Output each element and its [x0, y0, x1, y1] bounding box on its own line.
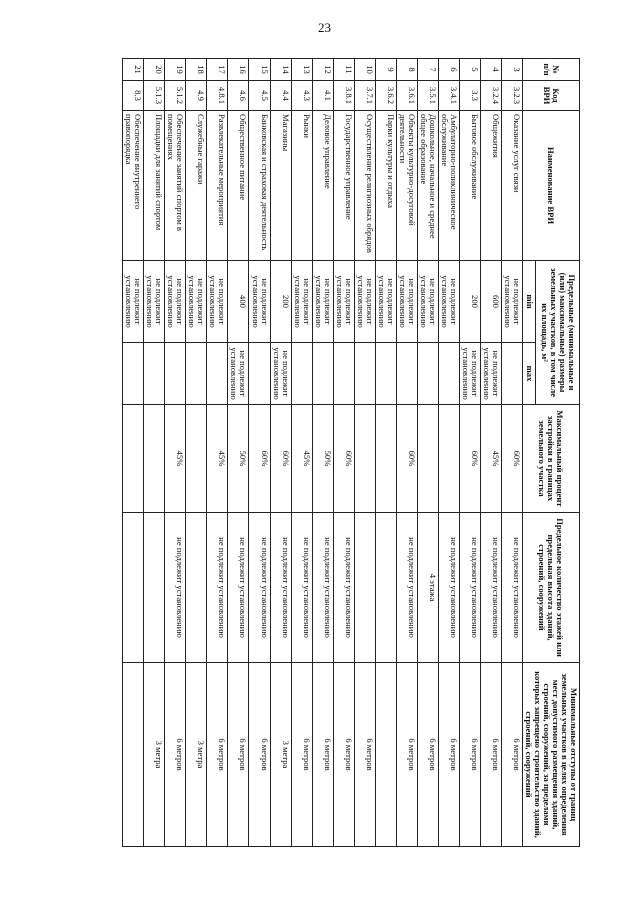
row-floors: не подлежит установлению	[249, 513, 270, 663]
row-floors: не подлежит установлению	[459, 513, 480, 663]
row-max: не подлежит установлению	[228, 343, 249, 405]
row-percent	[417, 405, 438, 513]
row-number: 14	[270, 59, 291, 81]
row-code: 4.4	[270, 81, 291, 111]
row-min: не подлежит установлению	[501, 261, 522, 343]
row-code: 4.6	[228, 81, 249, 111]
row-number: 13	[291, 59, 312, 81]
row-number: 8	[396, 59, 417, 81]
row-floors: 4 этажа	[417, 513, 438, 663]
row-code: 3.6.1	[396, 81, 417, 111]
row-min: 200	[270, 261, 291, 343]
row-number: 3	[501, 59, 522, 81]
row-max	[123, 343, 144, 405]
table-row	[333, 59, 354, 847]
row-name: Развлекательные мероприятия	[207, 111, 228, 261]
row-percent: 45%	[207, 405, 228, 513]
row-setback: 3 метра	[186, 663, 207, 847]
row-name: Парки культуры и отдыха	[375, 111, 396, 261]
row-percent: 60%	[459, 405, 480, 513]
row-percent: 45%	[165, 405, 186, 513]
table-row	[438, 59, 459, 847]
row-setback: 6 метров	[291, 663, 312, 847]
row-code: 3.4.1	[438, 81, 459, 111]
row-floors: не подлежит установлению	[480, 513, 501, 663]
row-number: 7	[417, 59, 438, 81]
row-min: не подлежит установлению	[291, 261, 312, 343]
row-code: 5.1.3	[144, 81, 165, 111]
table-body	[123, 59, 523, 847]
row-name: Площадки для занятий спортом	[144, 111, 165, 261]
table-row	[291, 59, 312, 847]
row-min: не подлежит установлению	[375, 261, 396, 343]
row-min: не подлежит установлению	[144, 261, 165, 343]
row-max	[249, 343, 270, 405]
row-min: 200	[459, 261, 480, 343]
table-row	[123, 59, 144, 847]
table-row	[228, 59, 249, 847]
row-min: не подлежит установлению	[165, 261, 186, 343]
row-percent: 50%	[312, 405, 333, 513]
row-name: Обеспечение внутреннего правопорядка	[123, 111, 144, 261]
row-min: 400	[228, 261, 249, 343]
table-row	[249, 59, 270, 847]
row-floors: не подлежит установлению	[207, 513, 228, 663]
row-code: 3.2.3	[501, 81, 522, 111]
row-max	[186, 343, 207, 405]
row-max	[417, 343, 438, 405]
row-floors	[144, 513, 165, 663]
regulations-table	[122, 58, 580, 847]
row-name: Магазины	[270, 111, 291, 261]
header-name: Наименование ВРИ	[522, 111, 579, 261]
row-percent: 60%	[249, 405, 270, 513]
row-floors: не подлежит установлению	[501, 513, 522, 663]
row-number: 10	[354, 59, 375, 81]
row-setback: 6 метров	[333, 663, 354, 847]
row-setback: 6 метров	[459, 663, 480, 847]
table-row	[417, 59, 438, 847]
row-code: 4.1	[312, 81, 333, 111]
row-percent	[375, 405, 396, 513]
row-percent	[186, 405, 207, 513]
row-min: 600	[480, 261, 501, 343]
row-percent	[438, 405, 459, 513]
table-row	[312, 59, 333, 847]
row-setback: 6 метров	[417, 663, 438, 847]
row-floors: не подлежит установлению	[312, 513, 333, 663]
header-setback: Минимальные отступы от границ земельных участков в целях определения мест допустимого размещения зданий, строений, сооружений, за пределами которых запрещено строительство зданий, строений, сооружений	[522, 663, 579, 847]
row-min: не подлежит установлению	[354, 261, 375, 343]
table-row	[144, 59, 165, 847]
row-setback: 6 метров	[249, 663, 270, 847]
row-max	[144, 343, 165, 405]
row-min: не подлежит установлению	[333, 261, 354, 343]
row-name: Амбулаторно-поликлиническое обслуживание	[438, 111, 459, 261]
table-row	[186, 59, 207, 847]
row-code: 5.1.2	[165, 81, 186, 111]
header-code: Код ВРИ	[522, 81, 579, 111]
row-name: Обеспечение занятий спортом в помещениях	[165, 111, 186, 261]
row-name: Дошкольное, начальное и среднее общее образование	[417, 111, 438, 261]
row-floors	[123, 513, 144, 663]
row-min: не подлежит установлению	[207, 261, 228, 343]
row-min: не подлежит установлению	[123, 261, 144, 343]
row-min: не подлежит установлению	[312, 261, 333, 343]
row-setback: 6 метров	[480, 663, 501, 847]
row-setback: 6 метров	[165, 663, 186, 847]
row-name: Рынки	[291, 111, 312, 261]
row-max	[501, 343, 522, 405]
row-max	[375, 343, 396, 405]
row-max	[291, 343, 312, 405]
table-row	[459, 59, 480, 847]
row-percent: 50%	[228, 405, 249, 513]
row-min: не подлежит установлению	[396, 261, 417, 343]
row-name: Служебные гаражи	[186, 111, 207, 261]
row-name: Объекты культурно-досуговой деятельности	[396, 111, 417, 261]
row-setback: 6 метров	[312, 663, 333, 847]
row-code: 4.8.1	[207, 81, 228, 111]
row-name: Общественное питание	[228, 111, 249, 261]
row-percent: 60%	[396, 405, 417, 513]
row-max	[165, 343, 186, 405]
row-name: Общежития	[480, 111, 501, 261]
row-min: не подлежит установлению	[417, 261, 438, 343]
row-max: не подлежит установлению	[270, 343, 291, 405]
row-percent: 60%	[270, 405, 291, 513]
table-row	[396, 59, 417, 847]
row-percent	[354, 405, 375, 513]
row-name: Банковская и страховая деятельность	[249, 111, 270, 261]
row-code: 3.7.1	[354, 81, 375, 111]
header-floors: Предельное количество этажей или предельная высота зданий, строений, сооружений	[522, 513, 579, 663]
row-floors: не подлежит установлению	[396, 513, 417, 663]
rotated-table-container	[60, 58, 580, 846]
row-number: 18	[186, 59, 207, 81]
row-number: 5	[459, 59, 480, 81]
row-max	[207, 343, 228, 405]
row-name: Деловое управление	[312, 111, 333, 261]
row-max	[333, 343, 354, 405]
row-setback: 3 метра	[270, 663, 291, 847]
row-code: 4.5	[249, 81, 270, 111]
row-code: 4.9	[186, 81, 207, 111]
row-number: 4	[480, 59, 501, 81]
table-row	[354, 59, 375, 847]
header-min: min	[522, 261, 535, 343]
row-number: 12	[312, 59, 333, 81]
row-max: не подлежит установлению	[459, 343, 480, 405]
row-floors: не подлежит установлению	[270, 513, 291, 663]
row-setback	[123, 663, 144, 847]
row-number: 6	[438, 59, 459, 81]
row-number: 17	[207, 59, 228, 81]
page-number: 23	[318, 20, 331, 35]
row-max	[354, 343, 375, 405]
table-row	[375, 59, 396, 847]
row-floors: не подлежит установлению	[438, 513, 459, 663]
row-code: 3.5.1	[417, 81, 438, 111]
row-code: 3.3	[459, 81, 480, 111]
row-setback: 6 метров	[207, 663, 228, 847]
row-code: 3.8.1	[333, 81, 354, 111]
row-floors: не подлежит установлению	[291, 513, 312, 663]
row-percent: 45%	[480, 405, 501, 513]
table-row	[501, 59, 522, 847]
table-row	[165, 59, 186, 847]
row-name: Осуществление религиозных обрядов	[354, 111, 375, 261]
header-percent: Максимальный процент застройки в границах земельного участка	[522, 405, 579, 513]
row-floors: не подлежит установлению	[228, 513, 249, 663]
table-row	[480, 59, 501, 847]
row-floors: не подлежит установлению	[333, 513, 354, 663]
row-number: 11	[333, 59, 354, 81]
table-row	[270, 59, 291, 847]
row-code: 3.2.4	[480, 81, 501, 111]
row-code: 3.6.2	[375, 81, 396, 111]
row-percent: 60%	[501, 405, 522, 513]
row-setback: 3 метра	[144, 663, 165, 847]
row-number: 20	[144, 59, 165, 81]
row-max	[396, 343, 417, 405]
row-number: 9	[375, 59, 396, 81]
row-code: 8.3	[123, 81, 144, 111]
row-floors: не подлежит установлению	[165, 513, 186, 663]
row-number: 19	[165, 59, 186, 81]
row-setback: 6 метров	[501, 663, 522, 847]
row-percent: 60%	[333, 405, 354, 513]
row-code: 4.3	[291, 81, 312, 111]
table-row	[207, 59, 228, 847]
row-number: 21	[123, 59, 144, 81]
table-header-row	[536, 59, 580, 847]
row-setback: 6 метров	[228, 663, 249, 847]
row-percent	[123, 405, 144, 513]
row-floors	[186, 513, 207, 663]
row-floors	[375, 513, 396, 663]
header-area: Предельные (минимальные и (или) максимальные) размеры земельных участков, в том числе их площадь, м²	[536, 261, 580, 405]
row-floors	[354, 513, 375, 663]
row-max	[312, 343, 333, 405]
row-number: 16	[228, 59, 249, 81]
row-percent	[144, 405, 165, 513]
row-setback: 6 метров	[396, 663, 417, 847]
row-number: 15	[249, 59, 270, 81]
header-max: max	[522, 343, 535, 405]
row-name: Бытовое обслуживание	[459, 111, 480, 261]
row-max: не подлежит установлению	[480, 343, 501, 405]
row-min: не подлежит установлению	[186, 261, 207, 343]
row-name: Государственное управление	[333, 111, 354, 261]
header-num: № п/п	[522, 59, 579, 81]
row-percent: 45%	[291, 405, 312, 513]
row-max	[438, 343, 459, 405]
row-min: не подлежит установлению	[249, 261, 270, 343]
row-name: Оказание услуг связи	[501, 111, 522, 261]
row-min: не подлежит установлению	[438, 261, 459, 343]
row-setback: 6 метров	[438, 663, 459, 847]
row-setback: 6 метров	[354, 663, 375, 847]
row-setback	[375, 663, 396, 847]
